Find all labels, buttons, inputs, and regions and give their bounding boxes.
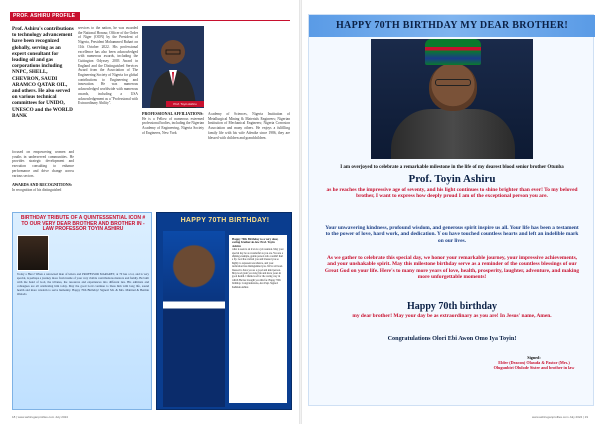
birthday-name: Prof. Toyin Ashiru	[408, 173, 496, 185]
column-d: Academy of Sciences, Nigeria Institution of Metallurgical Mining & Materials Engineers; Nigerian Institution of Mechanical Engineers; Nigeria Corrosion Association and many others. He enjoys a fulfilling family life with his wife Adenike since 1986, they are blessed with children and grandchildren.	[208, 112, 290, 140]
affiliations-heading: PROFESSIONAL AFFILIATIONS:	[142, 111, 204, 116]
birthday-lead: I am overjoyed to celebrate a remarkable milestone in the life of my dearest blood senior brother Otunba	[340, 165, 564, 170]
section-tag: PROF. ASHIRU PROFILE	[10, 12, 80, 20]
birthday-small-text: what is seen is an Icon is a job reunion. May your special day be as wonderful as you are. You are a shining example, gentle person who couldn't hurt a fly. God has crafted you and blessed you so highly to represent excellence, and your dedication has distinguished you. We've all been blessed to have you as a good and kind person. May God grant you long life and more years in good health. I thank God for the caring way in which He has brought you this far. Happy 70th birthday. Congratulations, Ave Papi. Signed: Kehinde Ashiru	[232, 248, 284, 289]
birthday-headline: HAPPY 70TH BIRTHDAY MY DEAR BROTHER!	[335, 20, 569, 31]
right-page	[302, 0, 600, 424]
birthday-congrats: Congratulations Olori Ebi Awon Omo Iya Toyin!	[387, 335, 517, 342]
birthday-small-card	[229, 235, 287, 403]
awards-heading: AWARDS AND RECOGNITIONS:	[12, 181, 73, 187]
profile-photo	[142, 26, 204, 108]
signature-text: Elder (Deacon) Olasufa & Pastor (Mrs.) Olugunbiri Olulode Sister and brother in law	[493, 360, 575, 371]
birthday-signature	[489, 355, 579, 371]
birthday-paragraph-4: my dear brother! May your day be as extraordinary as you are! In Jesus' name, Amen.	[352, 313, 552, 319]
section-rule	[10, 20, 290, 21]
column-c-text: He is a Fellow of numerous esteemed professional bodies, including the Nigerian Academy of Engineering, Nigeria Society of Engineers, New York	[142, 116, 204, 135]
cap-icon	[425, 39, 481, 65]
birthday-paragraph-1: as he reaches the impressive age of seventy, and his light continues to shine brighter than ever! To my beloved brother, I want to express how deeply proud I am of the exceptional person you are.	[326, 187, 578, 200]
birthday-small-heading: Happy 70th Birthday to a very dear, caring brother-in-law Prof. Toyin Ashiru	[232, 237, 279, 248]
column-b: services to the nation, he was awarded the National Honour, Officer of the Order of Niger (OON) by the President of Nigeria, President Mohammed Buhari on 11th October 2022. His professional excellence has also been acknowledged with numerous awards, including the Cuttington Odyssey 2003 Award in England and the Distinguished Services Award from the Association of The Engineering Society of Nigeria for global contributions to Engineering and innovation. He was numerous acknowledged worldwide with numerous awards, including a USA acknowledgement as a "Professional with Extraordinary Ability".	[78, 26, 138, 106]
column-a-tail: In recognition of his distinguished	[12, 187, 62, 192]
tribute-advert	[12, 212, 152, 410]
birthday-small-title: HAPPY 70TH BIRTHDAY!	[180, 217, 270, 224]
robe-shape	[391, 109, 515, 159]
portrait-icon	[142, 26, 204, 108]
face-shape	[429, 63, 477, 111]
tribute-photo	[17, 235, 49, 271]
tribute-title: BIRTHDAY TRIBUTE OF A QUINTESSENTIAL ICON # TO OUR VERY DEAR BROTHER AND BROTHER IN - LAW PROFESSOR TOYIN ASHIRU	[20, 215, 146, 233]
column-a	[12, 150, 74, 192]
signature-heading: Signed:	[527, 355, 541, 360]
birthday-happy: Happy 70th birthday	[406, 301, 498, 312]
glasses-icon	[435, 79, 471, 86]
right-footer: www.ashiruganprofiles.com July 2024 | 19	[532, 415, 588, 419]
birthday-paragraph-2: Your unwavering kindness, profound wisdom, and generous spirit inspire us all. Your life has been a testament to the power of love, hard work, and dedication. Y ou have touched countless hearts and left an indelible mark on our lives.	[325, 225, 579, 244]
birthday-photo	[371, 39, 533, 159]
birthday-advert-small	[156, 212, 292, 410]
birthday-small-photo	[163, 231, 225, 407]
left-footer: 18 | www.ashiruganprofiles.com July 2024	[12, 415, 68, 419]
birthday-advert-main	[308, 14, 594, 406]
tribute-text: Today a Hero! When a renowned man of letters and PROFESSOR MARGRET, at 70 has a lot, and is very special, is perhaps a journey more from inside of your very visible contributions mentors and family. He built with the hand of God, the tributes, the resources and experiences into different ties. His admirers and colleagues are all celebrating him today. May the good Lord continue to bless him with long life, sound health and more wisdom to serve humanity. Happy 70th Birthday! Signed: Mr. & Mrs. Maitinal & Hermie Olaloda	[17, 272, 149, 296]
intro-highlight: Prof. Ashiru's contributions to technology advancement have been recognized globally, serving as an expert consultant for leading oil and gas corporations including NNPC, SHELL, CHEVRON, SAUDI ARAMCO QATAR OIL, and others. He also served on various technical committees for UNIDO, UNESCO and the WORLD BANK	[12, 26, 74, 119]
photo-caption: Prof. Toyin Ashiru	[166, 101, 204, 107]
column-a-text: focused on empowering women and youths in underserved communities. He provides strategic development and execution consulting to enhance performance and drive change across various sectors.	[12, 150, 74, 178]
column-c	[142, 112, 204, 136]
birthday-paragraph-3: As we gather to celebrate this special day, we honor your remarkable journey, your impressive achievements, and your unshakable spirit. May this milestone birthday serve as a reminder of the countless blessings of our Great God on your life. Here's to many more years of love, health, prosperity, laughter, adventure, and making more unforgettable moments!	[324, 255, 580, 281]
